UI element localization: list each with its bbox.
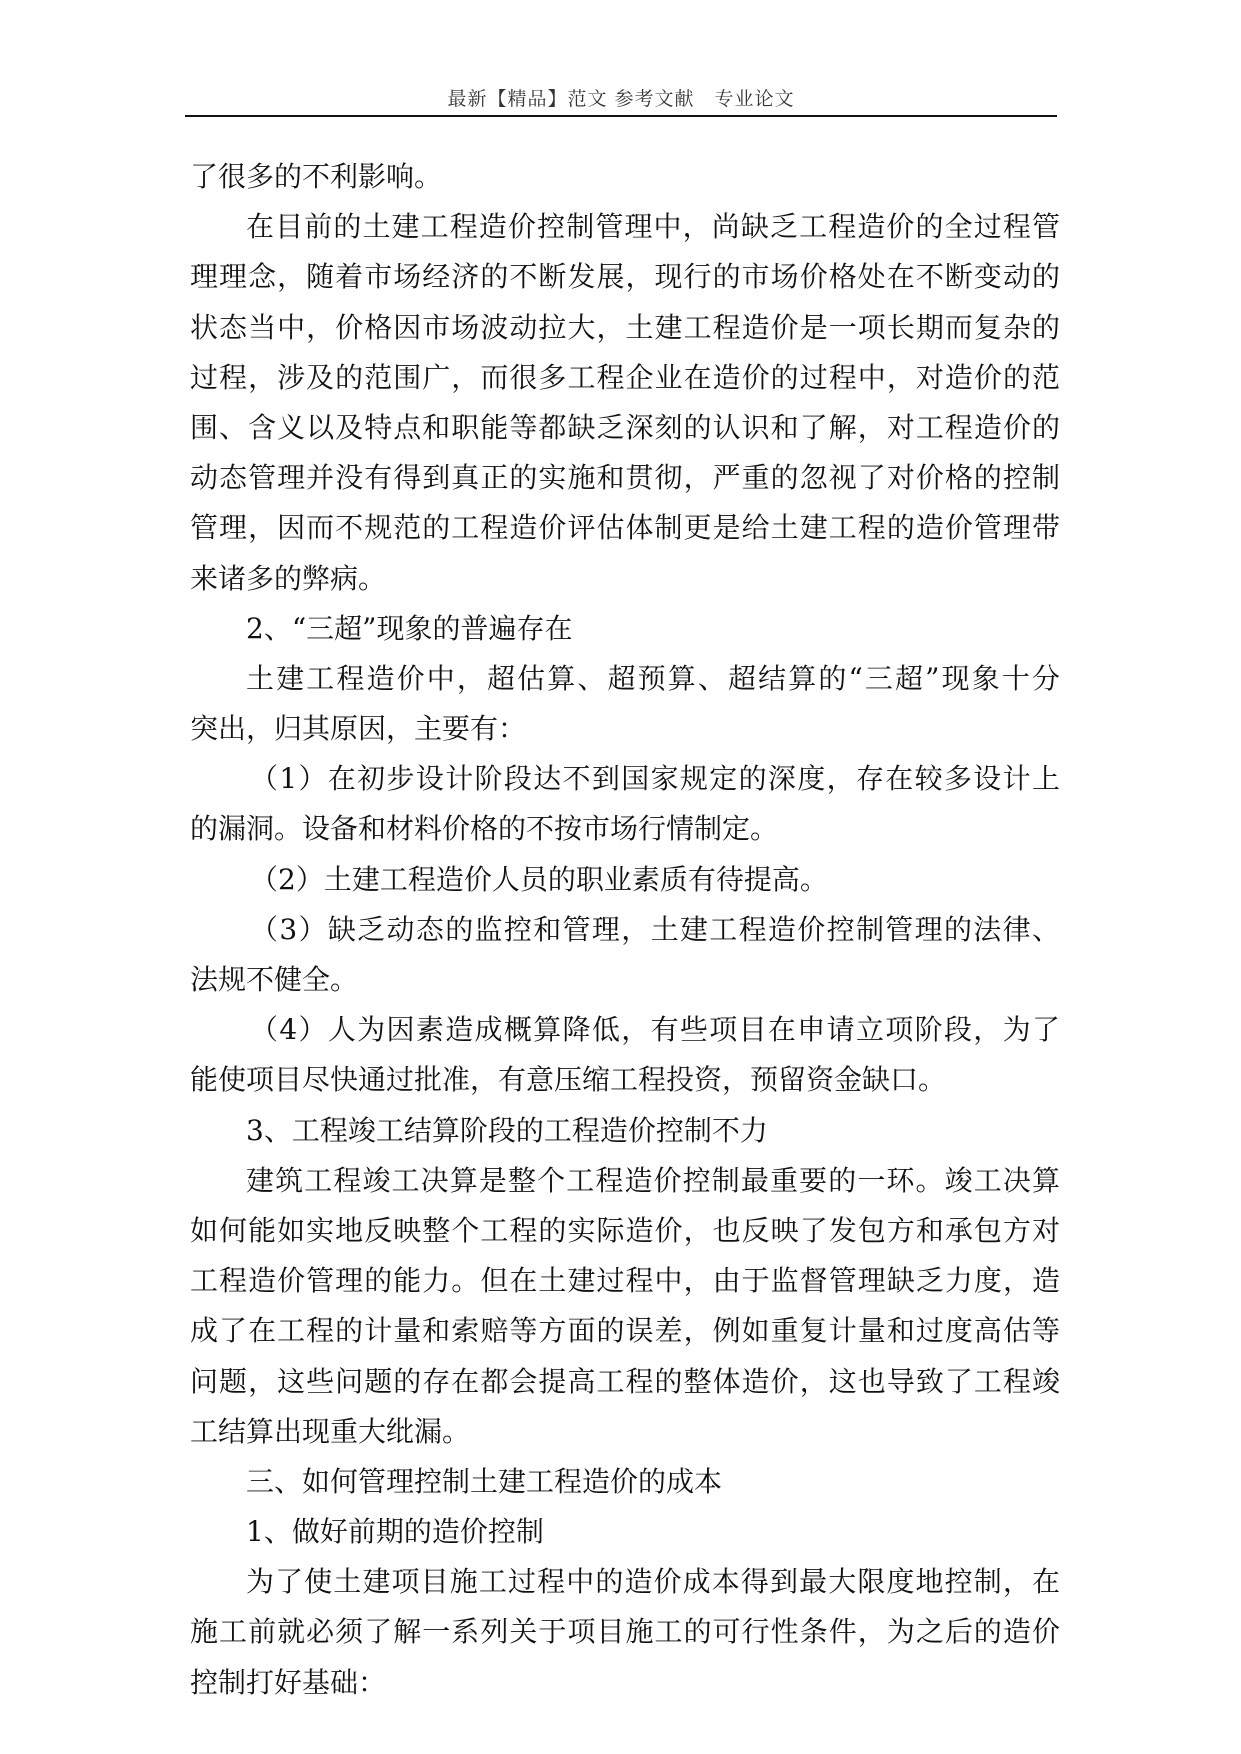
document-body <box>190 152 1060 1708</box>
text-line: 控制打好基础： <box>190 1665 387 1699</box>
text-line: 如何能如实地反映整个工程的实际造价，也反映了发包方和承包方对 <box>190 1213 1060 1247</box>
text-line: 工结算出现重大纰漏。 <box>190 1414 471 1448</box>
text-line: 突出，归其原因，主要有： <box>190 712 527 746</box>
text-line: 管理，因而不规范的工程造价评估体制更是给土建工程的造价管理带 <box>190 511 1060 545</box>
text-line: 三、如何管理控制土建工程造价的成本 <box>246 1464 723 1498</box>
page-header: 最新【精品】范文 参考文献 专业论文 <box>447 88 795 110</box>
text-line: 来诸多的弊病。 <box>190 561 387 595</box>
text-line: 2、“三超”现象的普遍存在 <box>246 611 573 645</box>
text-line: 为了使土建项目施工过程中的造价成本得到最大限度地控制，在 <box>246 1565 1060 1599</box>
text-line: 建筑工程竣工决算是整个工程造价控制最重要的一环。竣工决算 <box>246 1163 1060 1197</box>
text-line: 状态当中，价格因市场波动拉大，土建工程造价是一项长期而复杂的 <box>190 310 1060 344</box>
text-line: 法规不健全。 <box>190 963 359 996</box>
text-line: 施工前就必须了解一系列关于项目施工的可行性条件，为之后的造价 <box>190 1615 1060 1649</box>
text-line: 问题，这些问题的存在都会提高工程的整体造价，这也导致了工程竣 <box>190 1364 1060 1398</box>
text-line: 工程造价管理的能力。但在土建过程中，由于监督管理缺乏力度，造 <box>190 1264 1060 1298</box>
text-line: 的漏洞。设备和材料价格的不按市场行情制定。 <box>190 812 779 846</box>
text-line: （3）缺乏动态的监控和管理，土建工程造价控制管理的法律、 <box>250 912 1060 946</box>
text-line: 了很多的不利影响。 <box>190 160 443 193</box>
text-line: （2）土建工程造价人员的职业素质有待提高。 <box>250 862 828 896</box>
text-line: （1）在初步设计阶段达不到国家规定的深度，存在较多设计上 <box>250 762 1060 796</box>
text-line: 成了在工程的计量和索赔等方面的误差，例如重复计量和过度高估等 <box>190 1314 1060 1348</box>
text-line: 3、工程竣工结算阶段的工程造价控制不力 <box>246 1113 768 1147</box>
text-line: 能使项目尽快通过批准，有意压缩工程投资，预留资金缺口。 <box>190 1063 947 1097</box>
text-line: 动态管理并没有得到真正的实施和贯彻，严重的忽视了对价格的控制 <box>190 461 1060 495</box>
text-line: 在目前的土建工程造价控制管理中，尚缺乏工程造价的全过程管 <box>246 210 1060 244</box>
text-line: 理理念，随着市场经济的不断发展，现行的市场价格处在不断变动的 <box>190 260 1060 294</box>
text-line: （4）人为因素造成概算降低，有些项目在申请立项阶段，为了 <box>250 1013 1060 1047</box>
text-line: 过程，涉及的范围广，而很多工程企业在造价的过程中，对造价的范 <box>190 360 1060 394</box>
text-line: 围、含义以及特点和职能等都缺乏深刻的认识和了解，对工程造价的 <box>190 410 1060 444</box>
text-line: 1、做好前期的造价控制 <box>246 1515 544 1549</box>
header-divider <box>185 115 1057 117</box>
text-line: 土建工程造价中，超估算、超预算、超结算的“三超”现象十分 <box>246 661 1060 695</box>
